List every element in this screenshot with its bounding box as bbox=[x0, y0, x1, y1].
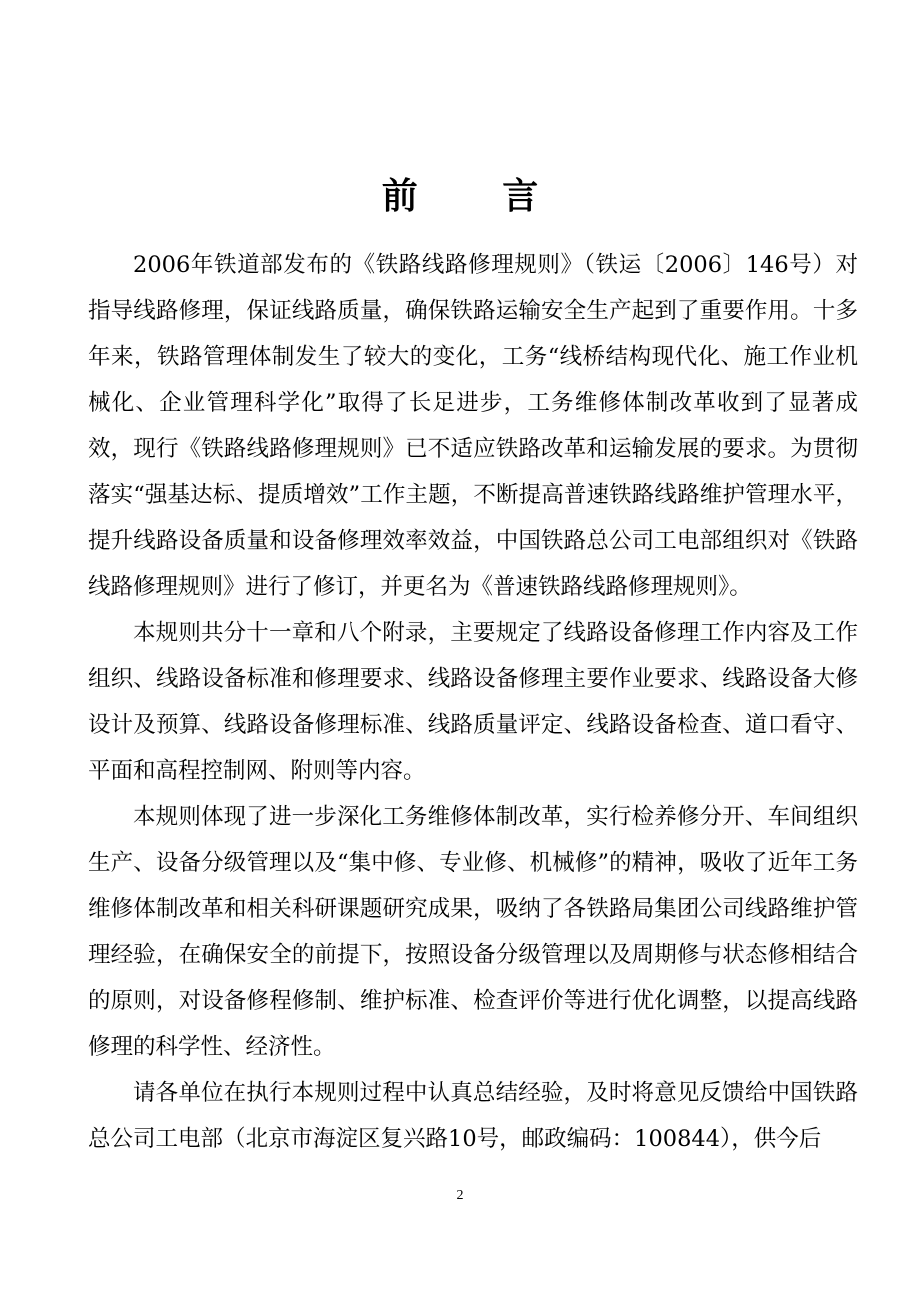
page-number: 2 bbox=[456, 1188, 464, 1203]
paragraph: 本规则体现了进一步深化工务维修体制改革，实行检养修分开、车间组织生产、设备分级管理以及“集中修、专业修、机械修”的精神，吸收了近年工务维修体制改革和相关科研课题研究成果，吸纳了各铁路局集团公司线路维护管理经验，在确保安全的前提下，按照设备分级管理以及周期修与状态修相结合的原则，对设备修程修制、维护标准、检查评价等进行优化调整，以提高线路修理的科学性、经济性。 bbox=[88, 804, 858, 1060]
paragraph: 2006年铁道部发布的《铁路线路修理规则》（铁运〔2006〕146号）对指导线路修理，保证线路质量，确保铁路运输安全生产起到了重要作用。十多年来，铁路管理体制发生了较大的变化，工务“线桥结构现代化、施工作业机械化、企业管理科学化”取得了长足进步，工务维修体制改革收到了显著成效，现行《铁路线路修理规则》已不适应铁路改革和运输发展的要求。为贯彻落实“强基达标、提质增效”工作主题，不断提高普速铁路线路维护管理水平，提升线路设备质量和设备修理效率效益，中国铁路总公司工电部组织对《铁路线路修理规则》进行了修订，并更名为《普速铁路线路修理规则》。 bbox=[88, 252, 858, 600]
page-title: 前 言 bbox=[381, 176, 575, 217]
document-body bbox=[88, 242, 858, 1162]
paragraph: 请各单位在执行本规则过程中认真总结经验，及时将意见反馈给中国铁路总公司工电部（北京市海淀区复兴路10号，邮政编码：100844），供今后 bbox=[88, 1080, 858, 1152]
paragraph: 本规则共分十一章和八个附录，主要规定了线路设备修理工作内容及工作组织、线路设备标准和修理要求、线路设备修理主要作业要求、线路设备大修设计及预算、线路设备修理标准、线路质量评定、线路设备检查、道口看守、平面和高程控制网、附则等内容。 bbox=[88, 620, 858, 784]
